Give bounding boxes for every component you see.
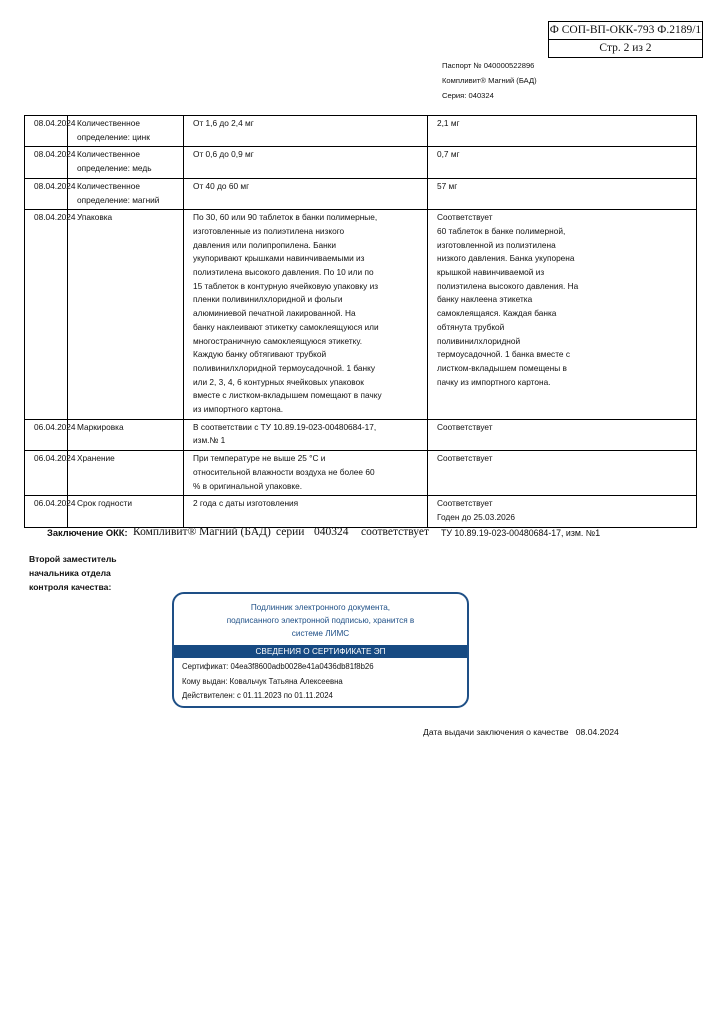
conclusion-tu: ТУ 10.89.19-023-00480684-17, изм. №1	[441, 528, 601, 538]
test-norm	[184, 496, 428, 527]
conclusion-conforms: соответствует	[361, 526, 430, 538]
stamp-bar: СВЕДЕНИЯ О СЕРТИФИКАТЕ ЭП	[174, 645, 467, 658]
test-norm-line: вместе с листком-вкладышем помещают в пачку	[193, 390, 382, 401]
stamp-line: Подлинник электронного документа,	[250, 603, 391, 612]
test-result-line: Годен до 25.03.2026	[437, 511, 515, 522]
test-parameter-line: Маркировка	[77, 421, 124, 432]
test-norm-line: От 1,6 до 2,4 мг	[193, 118, 254, 128]
test-result-line: Соответствует	[437, 421, 493, 432]
test-parameter-line: Количественное	[77, 118, 140, 128]
test-result-line: пачку из импортного картона.	[437, 376, 551, 387]
test-norm-line: относительной влажности воздуха не более 60	[193, 466, 375, 477]
test-norm-line: алюминиевой печатной лакированной. На	[193, 308, 356, 319]
table-row	[25, 147, 697, 178]
signer-line: начальника отдела	[29, 568, 111, 578]
test-date: 08.04.2024	[25, 147, 68, 178]
test-norm-line: укупоривают крышками навинчиваемыми из	[193, 253, 365, 264]
certificate-row	[182, 660, 374, 675]
test-parameter-line: Упаковка	[77, 212, 113, 223]
test-result-line: Соответствует	[437, 498, 493, 509]
test-result	[428, 178, 697, 209]
valid-label: Действителен:	[182, 691, 235, 700]
test-norm	[184, 147, 428, 178]
passport-info	[442, 58, 537, 103]
stamp-details	[182, 660, 374, 704]
test-norm-line: При температуре не выше 25 °С и	[193, 453, 326, 464]
test-norm	[184, 451, 428, 496]
test-date: 08.04.2024	[25, 178, 68, 209]
results-table	[24, 115, 697, 528]
test-norm-line: давления или полипропилена. Банки	[193, 239, 336, 250]
signer-title	[29, 552, 117, 594]
signer-line: Второй заместитель	[29, 554, 117, 564]
test-result-line: низкого давления. Банка укупорена	[437, 253, 575, 264]
test-norm-line: 15 таблеток в контурную ячейковую упаковку из	[193, 280, 379, 291]
test-date: 08.04.2024	[25, 210, 68, 420]
form-code-box	[548, 21, 703, 58]
signer-line: контроля качества:	[29, 582, 112, 592]
stamp-line: системе ЛИМС	[291, 629, 350, 638]
test-result-line: крышкой навинчиваемой из	[437, 267, 545, 278]
test-parameter	[68, 451, 184, 496]
test-norm-line: Каждую банку обтягивают трубкой	[193, 349, 327, 360]
stamp-heading	[174, 594, 467, 640]
test-result-line: Соответствует	[437, 453, 493, 464]
issue-date-line	[423, 727, 619, 737]
test-result-line: листком-вкладышем помещены в	[437, 362, 567, 373]
test-norm-line: 2 года с даты изготовления	[193, 498, 299, 509]
test-parameter-line: Срок годности	[77, 498, 133, 509]
stamp-line: подписанного электронной подписью, хранится в	[226, 616, 415, 625]
test-result-line: обтянута трубкой	[437, 321, 505, 332]
conclusion-series: 040324	[314, 526, 349, 538]
test-parameter	[68, 178, 184, 209]
passport-number: Паспорт № 040000522896	[442, 61, 535, 70]
test-norm-line: из импортного картона.	[193, 404, 284, 415]
issued-to-label: Кому выдан:	[182, 676, 228, 686]
issued-to-row	[182, 675, 374, 690]
test-parameter-line: Количественное	[77, 180, 140, 191]
test-norm-line: или 2, 3, 4, 6 контурных ячейковых упаковок	[193, 376, 364, 387]
test-parameter	[68, 116, 184, 147]
test-result-line: Соответствует	[437, 212, 493, 223]
issue-date: 08.04.2024	[575, 727, 619, 737]
test-result-line: самоклеящаяся. Каждая банка	[437, 308, 557, 319]
test-norm-line: В соответствии с ТУ 10.89.19-023-00480684-17,	[193, 421, 377, 432]
test-norm-line: По 30, 60 или 90 таблеток в банки полимерные,	[193, 212, 378, 223]
test-result-line: 57 мг	[437, 180, 458, 191]
test-norm-line: полиэтилена высокого давления. По 10 или по	[193, 267, 374, 278]
test-norm	[184, 116, 428, 147]
test-norm-line: От 0,6 до 0,9 мг	[193, 149, 254, 160]
table-row	[25, 496, 697, 527]
e-signature-stamp	[172, 592, 469, 708]
test-norm-line: % в оригинальной упаковке.	[193, 480, 303, 491]
test-result-line: 2,1 мг	[437, 118, 460, 128]
table-row	[25, 210, 697, 420]
valid-value: с 01.11.2023 по 01.11.2024	[237, 691, 333, 700]
issued-to-value: Ковальчук Татьяна Алексеевна	[229, 676, 343, 686]
valid-row	[182, 689, 374, 704]
qc-conclusion	[0, 528, 724, 542]
test-norm	[184, 210, 428, 420]
test-parameter-line: определение: медь	[77, 163, 152, 174]
test-result-line: 0,7 мг	[437, 149, 460, 160]
test-result	[428, 116, 697, 147]
test-result	[428, 147, 697, 178]
certificate-label: Сертификат:	[182, 662, 229, 671]
table-row	[25, 178, 697, 209]
test-result-line: 60 таблеток в банке полимерной,	[437, 225, 566, 236]
test-norm-line: многостраничную самоклеящуюся этикетку.	[193, 335, 363, 346]
test-norm-line: изм.№ 1	[193, 435, 226, 446]
table-row	[25, 419, 697, 450]
test-result	[428, 451, 697, 496]
test-norm	[184, 419, 428, 450]
product-name: Компливит® Магний (БАД)	[442, 76, 537, 85]
test-norm-line: От 40 до 60 мг	[193, 180, 250, 191]
test-result	[428, 496, 697, 527]
test-result	[428, 419, 697, 450]
test-result-line: банку наклеена этикетка	[437, 294, 533, 305]
issue-date-label: Дата выдачи заключения о качестве	[423, 727, 569, 737]
table-row	[25, 116, 697, 147]
form-code: Ф СОП-ВП-ОКК-793 Ф.2189/1	[549, 24, 702, 36]
conclusion-series-label: серии	[276, 526, 305, 538]
conclusion-product: Компливит® Магний (БАД)	[133, 526, 271, 538]
test-result-line: полиэтилена высокого давления. На	[437, 280, 579, 291]
test-norm-line: пленки поливинилхлоридной и фольги	[193, 294, 343, 305]
test-result-line: термоусадочной. 1 банка вместе с	[437, 349, 570, 360]
test-norm	[184, 178, 428, 209]
series-number: Серия: 040324	[442, 91, 494, 100]
test-date: 06.04.2024	[25, 496, 68, 527]
test-parameter	[68, 147, 184, 178]
test-norm-line: изготовленные из полиэтилена низкого	[193, 225, 345, 236]
test-parameter-line: определение: цинк	[77, 131, 150, 142]
test-parameter-line: Хранение	[77, 453, 115, 464]
test-result	[428, 210, 697, 420]
certificate-value: 04ea3f8600adb0028e41a0436db81f8b26	[230, 662, 374, 671]
test-date: 08.04.2024	[25, 116, 68, 147]
test-date: 06.04.2024	[25, 451, 68, 496]
test-parameter	[68, 496, 184, 527]
test-parameter-line: Количественное	[77, 149, 140, 160]
conclusion-label: Заключение ОКК:	[47, 528, 128, 538]
test-date: 06.04.2024	[25, 419, 68, 450]
table-row	[25, 451, 697, 496]
test-result-line: изготовленной из полиэтилена	[437, 239, 556, 250]
page-number: Стр. 2 из 2	[549, 39, 702, 57]
test-parameter	[68, 210, 184, 420]
test-parameter-line: определение: магний	[77, 194, 160, 205]
test-norm-line: банку наклеивают этикетку самоклеящуюся или	[193, 321, 379, 332]
test-result-line: поливинилхлоридной	[437, 335, 521, 346]
test-parameter	[68, 419, 184, 450]
test-norm-line: поливинилхлоридной термоусадочной. 1 банку	[193, 362, 375, 373]
